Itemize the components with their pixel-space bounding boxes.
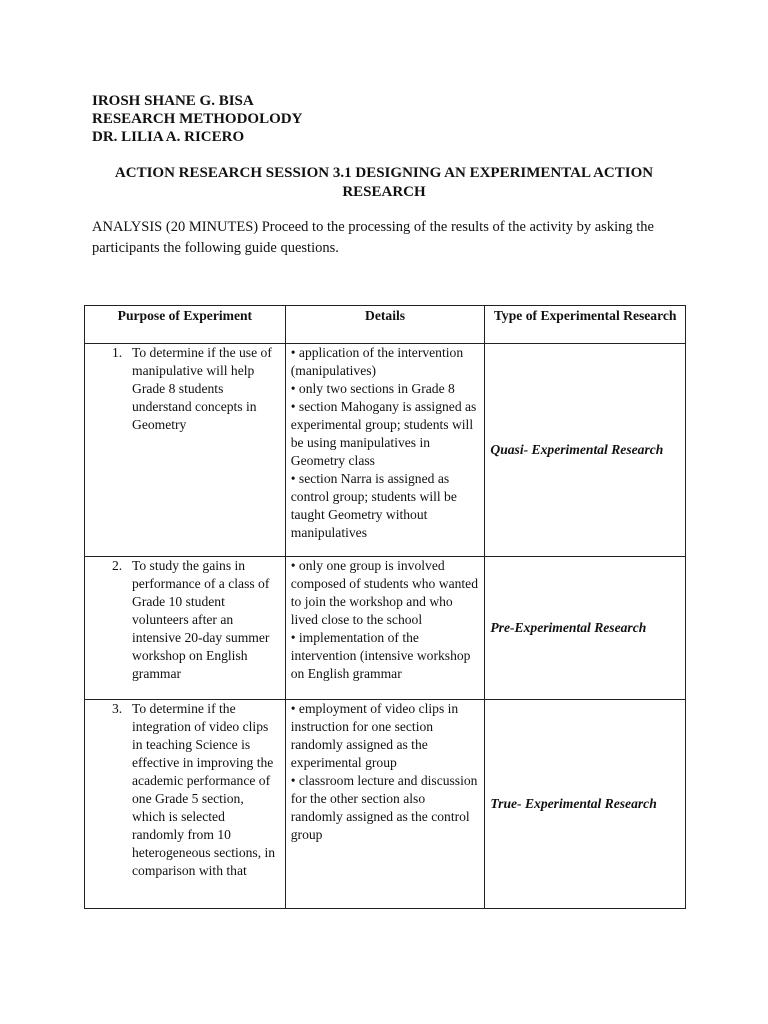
purpose-cell	[85, 557, 286, 700]
detail-item: • section Narra is assigned as control group; students will be taught Geometry without manipulatives	[290, 471, 457, 540]
type-cell: Pre-Experimental Research	[485, 557, 686, 700]
header-purpose: Purpose of Experiment	[85, 306, 286, 344]
header-type: Type of Experimental Research	[485, 306, 686, 344]
details-cell	[285, 557, 485, 700]
detail-item: • employment of video clips in instruction for one section randomly assigned as the experimental group	[290, 701, 459, 770]
analysis-paragraph: ANALYSIS (20 MINUTES) Proceed to the processing of the results of the activity by asking the participants the following guide questions.	[92, 219, 654, 256]
purpose-text: To study the gains in performance of a class of Grade 10 student volunteers after an intensive 20-day summer workshop on English grammar	[132, 558, 270, 681]
detail-item: • only two sections in Grade 8	[290, 381, 455, 396]
table-row	[85, 344, 686, 557]
detail-item: • section Mahogany is assigned as experimental group; students will be using manipulatives in Geometry class	[290, 399, 477, 468]
type-cell: Quasi- Experimental Research	[485, 344, 686, 557]
header-details: Details	[285, 306, 485, 344]
author-header	[92, 92, 302, 146]
document-title: ACTION RESEARCH SESSION 3.1 DESIGNING AN EXPERIMENTAL ACTION RESEARCH	[114, 165, 654, 200]
details-cell	[285, 700, 485, 909]
detail-item: • only one group is involved composed of students who wanted to join the workshop and who lived close to the school	[290, 558, 479, 627]
details-cell	[285, 344, 485, 557]
detail-item: • implementation of the intervention (intensive workshop on English grammar	[290, 630, 471, 681]
purpose-cell	[85, 344, 286, 557]
table-row	[85, 700, 686, 909]
experiment-table	[84, 305, 686, 909]
student-name: IROSH SHANE G. BISA	[92, 93, 254, 109]
course-name: RESEARCH METHODOLODY	[92, 111, 303, 127]
instructor-name: DR. LILIA A. RICERO	[92, 129, 245, 145]
detail-item: • classroom lecture and discussion for the other section also randomly assigned as the control group	[290, 773, 478, 842]
row-number: 2.	[112, 558, 123, 573]
purpose-cell	[85, 700, 286, 909]
row-number: 3.	[112, 701, 123, 716]
purpose-text: To determine if the integration of video clips in teaching Science is effective in improving the academic performance of one Grade 5 section, which is selected randomly from 10 heterogeneous sections, in comparison with that	[132, 701, 276, 878]
row-number: 1.	[112, 345, 123, 360]
table-header-row	[85, 306, 686, 344]
detail-item: • application of the intervention (manipulatives)	[290, 345, 464, 378]
table-row	[85, 557, 686, 700]
purpose-text: To determine if the use of manipulative will help Grade 8 students understand concepts in Geometry	[132, 345, 272, 432]
type-cell: True- Experimental Research	[485, 700, 686, 909]
